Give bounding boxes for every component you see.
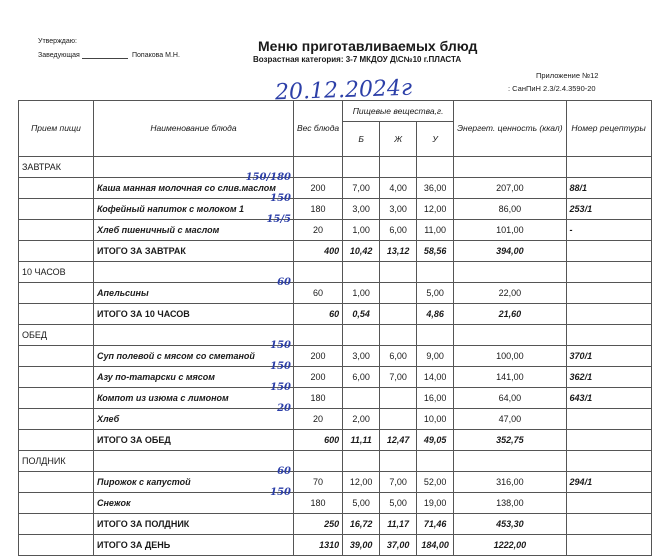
- section-empty-cell: [294, 262, 343, 283]
- section-name: ПОЛДНИК: [19, 451, 94, 472]
- dish-weight: 70: [294, 472, 343, 493]
- dish-row: [19, 178, 652, 199]
- section-empty-cell: [380, 157, 417, 178]
- section-row: [19, 157, 652, 178]
- dish-u: 10,00: [417, 409, 454, 430]
- section-empty-cell: [566, 262, 651, 283]
- meal-cell: [19, 430, 94, 451]
- dish-name: Компот из изюма с лимоном 150: [94, 388, 294, 409]
- menu-body: [19, 157, 652, 556]
- dish-zh: 5,00: [380, 493, 417, 514]
- meal-cell: [19, 409, 94, 430]
- dish-zh: 3,00: [380, 199, 417, 220]
- dish-b: 1,00: [343, 283, 380, 304]
- dish-name: Хлеб 20: [94, 409, 294, 430]
- col-u: У: [417, 122, 454, 157]
- section-empty-cell: [417, 262, 454, 283]
- total-row: [19, 430, 652, 451]
- total-label: ИТОГО ЗА ЗАВТРАК: [94, 241, 294, 262]
- dish-row: [19, 346, 652, 367]
- section-empty-cell: [380, 262, 417, 283]
- handwritten-portion-note: 150/180: [245, 172, 291, 183]
- col-zh: Ж: [380, 122, 417, 157]
- section-empty-cell: [566, 157, 651, 178]
- meal-cell: [19, 388, 94, 409]
- meal-cell: [19, 514, 94, 535]
- manager-label: Заведующая: [38, 52, 80, 59]
- day-total-u: 184,00: [417, 535, 454, 556]
- dish-kcal: 47,00: [454, 409, 566, 430]
- dish-name: Азу по-татарски с мясом 150: [94, 367, 294, 388]
- col-dish-name: Наименование блюда: [94, 101, 294, 157]
- dish-u: 9,00: [417, 346, 454, 367]
- total-recipe: [566, 304, 651, 325]
- dish-kcal: 316,00: [454, 472, 566, 493]
- dish-row: [19, 409, 652, 430]
- dish-weight: 180: [294, 493, 343, 514]
- section-name: ОБЕД: [19, 325, 94, 346]
- dish-b: 12,00: [343, 472, 380, 493]
- dish-b: 3,00: [343, 346, 380, 367]
- section-empty-cell: [454, 262, 566, 283]
- approve-label: Утверждаю:: [38, 38, 77, 45]
- dish-name: Суп полевой с мясом со сметаной 150: [94, 346, 294, 367]
- dish-b: 3,00: [343, 199, 380, 220]
- total-weight: 60: [294, 304, 343, 325]
- handwritten-portion-note: 150: [270, 487, 291, 498]
- section-name: ЗАВТРАК: [19, 157, 94, 178]
- col-meal: Прием пищи: [19, 101, 94, 157]
- dish-weight: 20: [294, 220, 343, 241]
- page-title: Меню приготавливаемых блюд: [258, 38, 478, 54]
- total-weight: 600: [294, 430, 343, 451]
- dish-zh: [380, 283, 417, 304]
- total-b: 0,54: [343, 304, 380, 325]
- signature-line: [82, 58, 128, 59]
- section-empty-cell: [294, 451, 343, 472]
- dish-b: 2,00: [343, 409, 380, 430]
- total-recipe: [566, 241, 651, 262]
- handwritten-portion-note: 150: [270, 361, 291, 372]
- dish-b: 5,00: [343, 493, 380, 514]
- dish-recipe: 362/1: [566, 367, 651, 388]
- dish-row: [19, 199, 652, 220]
- total-u: 49,05: [417, 430, 454, 451]
- handwritten-portion-note: 20: [277, 403, 291, 414]
- meal-cell: [19, 472, 94, 493]
- meal-cell: [19, 178, 94, 199]
- dish-kcal: 207,00: [454, 178, 566, 199]
- dish-u: 36,00: [417, 178, 454, 199]
- dish-kcal: 101,00: [454, 220, 566, 241]
- handwritten-portion-note: 150: [270, 382, 291, 393]
- handwritten-portion-note: 150: [270, 340, 291, 351]
- handwritten-portion-note: 150: [270, 193, 291, 204]
- section-empty-cell: [343, 451, 380, 472]
- meal-cell: [19, 283, 94, 304]
- col-b: Б: [343, 122, 380, 157]
- meal-cell: [19, 199, 94, 220]
- dish-name: Хлеб пшеничный с маслом 15/5: [94, 220, 294, 241]
- dish-name: Снежок 150: [94, 493, 294, 514]
- dish-recipe: 370/1: [566, 346, 651, 367]
- sanpin-label: : СанПиН 2.3/2.4.3590-20: [508, 84, 596, 93]
- dish-recipe: 643/1: [566, 388, 651, 409]
- dish-u: 12,00: [417, 199, 454, 220]
- dish-zh: 7,00: [380, 472, 417, 493]
- dish-recipe: [566, 283, 651, 304]
- dish-zh: 6,00: [380, 220, 417, 241]
- meal-cell: [19, 241, 94, 262]
- total-zh: [380, 304, 417, 325]
- section-empty-cell: [380, 325, 417, 346]
- day-total-row: [19, 535, 652, 556]
- section-empty-cell: [454, 157, 566, 178]
- total-u: 4,86: [417, 304, 454, 325]
- section-row: [19, 262, 652, 283]
- dish-row: [19, 220, 652, 241]
- dish-zh: 4,00: [380, 178, 417, 199]
- dish-zh: [380, 388, 417, 409]
- dish-b: 1,00: [343, 220, 380, 241]
- dish-weight: 180: [294, 199, 343, 220]
- meal-cell: [19, 367, 94, 388]
- total-row: [19, 241, 652, 262]
- handwritten-portion-note: 15/5: [266, 214, 291, 225]
- dish-row: [19, 493, 652, 514]
- section-empty-cell: [94, 325, 294, 346]
- total-label: ИТОГО ЗА 10 ЧАСОВ: [94, 304, 294, 325]
- dish-kcal: 22,00: [454, 283, 566, 304]
- section-empty-cell: [566, 451, 651, 472]
- total-b: 11,11: [343, 430, 380, 451]
- total-weight: 400: [294, 241, 343, 262]
- dish-row: [19, 472, 652, 493]
- section-empty-cell: [94, 451, 294, 472]
- section-empty-cell: [294, 325, 343, 346]
- col-energy: Энергет. ценность (ккал): [454, 101, 566, 157]
- dish-row: [19, 388, 652, 409]
- dish-b: 6,00: [343, 367, 380, 388]
- header-row-1: [19, 101, 652, 122]
- dish-weight: 180: [294, 388, 343, 409]
- dish-u: 19,00: [417, 493, 454, 514]
- manager-name: Попакова М.Н.: [132, 52, 180, 59]
- total-recipe: [566, 430, 651, 451]
- dish-weight: 20: [294, 409, 343, 430]
- dish-recipe: [566, 493, 651, 514]
- section-empty-cell: [94, 262, 294, 283]
- dish-recipe: 88/1: [566, 178, 651, 199]
- dish-row: [19, 283, 652, 304]
- dish-recipe: [566, 409, 651, 430]
- section-empty-cell: [380, 451, 417, 472]
- dish-weight: 60: [294, 283, 343, 304]
- dish-kcal: 100,00: [454, 346, 566, 367]
- day-total-recipe: [566, 535, 651, 556]
- dish-weight: 200: [294, 346, 343, 367]
- dish-recipe: 253/1: [566, 199, 651, 220]
- dish-zh: 7,00: [380, 367, 417, 388]
- section-empty-cell: [343, 262, 380, 283]
- section-empty-cell: [454, 325, 566, 346]
- section-empty-cell: [566, 325, 651, 346]
- section-empty-cell: [417, 451, 454, 472]
- total-row: [19, 514, 652, 535]
- dish-u: 14,00: [417, 367, 454, 388]
- dish-u: 11,00: [417, 220, 454, 241]
- total-zh: 11,17: [380, 514, 417, 535]
- total-label: ИТОГО ЗА ПОЛДНИК: [94, 514, 294, 535]
- appendix-label: Приложение №12: [536, 71, 599, 80]
- dish-recipe: 294/1: [566, 472, 651, 493]
- section-row: [19, 325, 652, 346]
- dish-kcal: 138,00: [454, 493, 566, 514]
- dish-name: Каша манная молочная со слив.маслом 150/180: [94, 178, 294, 199]
- dish-name: Пирожок с капустой 60: [94, 472, 294, 493]
- day-total-label: ИТОГО ЗА ДЕНЬ: [94, 535, 294, 556]
- section-empty-cell: [454, 451, 566, 472]
- dish-b: [343, 388, 380, 409]
- section-empty-cell: [343, 157, 380, 178]
- dish-b: 7,00: [343, 178, 380, 199]
- total-label: ИТОГО ЗА ОБЕД: [94, 430, 294, 451]
- dish-kcal: 141,00: [454, 367, 566, 388]
- section-row: [19, 451, 652, 472]
- total-recipe: [566, 514, 651, 535]
- day-total-zh: 37,00: [380, 535, 417, 556]
- meal-cell: [19, 304, 94, 325]
- total-kcal: 394,00: [454, 241, 566, 262]
- day-total-weight: 1310: [294, 535, 343, 556]
- total-u: 71,46: [417, 514, 454, 535]
- total-b: 10,42: [343, 241, 380, 262]
- meal-cell: [19, 493, 94, 514]
- col-nutrients: Пищевые вещества,г.: [343, 101, 454, 122]
- section-empty-cell: [343, 325, 380, 346]
- handwritten-portion-note: 60: [277, 277, 291, 288]
- total-zh: 13,12: [380, 241, 417, 262]
- dish-weight: 200: [294, 367, 343, 388]
- dish-u: 5,00: [417, 283, 454, 304]
- dish-name: Кофейный напиток с молоком 1 150: [94, 199, 294, 220]
- col-recipe: Номер рецептуры: [566, 101, 651, 157]
- dish-kcal: 86,00: [454, 199, 566, 220]
- total-kcal: 352,75: [454, 430, 566, 451]
- meal-cell: [19, 346, 94, 367]
- dish-weight: 200: [294, 178, 343, 199]
- total-row: [19, 304, 652, 325]
- dish-kcal: 64,00: [454, 388, 566, 409]
- col-weight: Вес блюда: [294, 101, 343, 157]
- dish-u: 52,00: [417, 472, 454, 493]
- day-total-b: 39,00: [343, 535, 380, 556]
- handwritten-portion-note: 60: [277, 466, 291, 477]
- total-kcal: 453,30: [454, 514, 566, 535]
- dish-zh: 6,00: [380, 346, 417, 367]
- dish-name: Апельсины 60: [94, 283, 294, 304]
- total-zh: 12,47: [380, 430, 417, 451]
- dish-zh: [380, 409, 417, 430]
- meal-cell: [19, 535, 94, 556]
- total-b: 16,72: [343, 514, 380, 535]
- dish-recipe: -: [566, 220, 651, 241]
- menu-table: [18, 100, 652, 556]
- total-u: 58,56: [417, 241, 454, 262]
- handwritten-date: 20.12.2024г: [274, 75, 413, 106]
- total-kcal: 21,60: [454, 304, 566, 325]
- page-subtitle: Возрастная категория: 3-7 МКДОУ Д\С№10 г.ПЛАСТА: [253, 55, 462, 64]
- section-empty-cell: [417, 157, 454, 178]
- total-weight: 250: [294, 514, 343, 535]
- section-empty-cell: [294, 157, 343, 178]
- dish-row: [19, 367, 652, 388]
- dish-u: 16,00: [417, 388, 454, 409]
- section-name: 10 ЧАСОВ: [19, 262, 94, 283]
- section-empty-cell: [417, 325, 454, 346]
- meal-cell: [19, 220, 94, 241]
- day-total-kcal: 1222,00: [454, 535, 566, 556]
